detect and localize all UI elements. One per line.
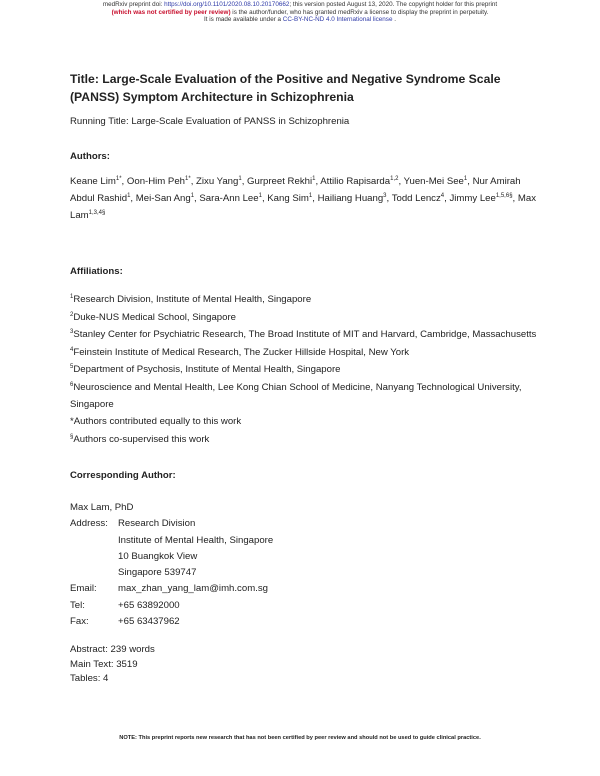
fax-row [70, 614, 540, 630]
affiliation-text: *Authors contributed equally to this work [70, 416, 242, 427]
author-affiliation-mark: 1 [258, 192, 262, 199]
author-affiliation-mark: 1,3,4§ [88, 209, 106, 216]
author-entry [127, 176, 196, 187]
word-counts [70, 643, 155, 687]
author-entry [267, 193, 317, 204]
author-name: Nur Amirah Abdul Rashid [70, 176, 521, 204]
running-title: Running Title: Large-Scale Evaluation of PANSS in Schizophrenia [70, 116, 350, 127]
address-value [118, 516, 540, 581]
author-separator: , [190, 176, 197, 187]
peer-review-warning: (which was not certified by peer review) [111, 8, 231, 16]
affiliation-mark: 2 [70, 311, 74, 318]
affiliation-mark: 1 [70, 293, 74, 300]
license-link[interactable]: CC-BY-NC-ND 4.0 International license [282, 16, 393, 24]
affiliation-item [70, 413, 540, 430]
affiliation-item [70, 361, 540, 378]
author-entry [247, 176, 320, 187]
author-affiliation-mark: 1* [115, 175, 122, 182]
author-name: Max Lam [70, 193, 536, 221]
affiliation-item [70, 431, 540, 448]
preprint-footer-note: NOTE: This preprint reports new research that has not been certified by peer review and should not be used to guide clinical practice. [119, 735, 481, 741]
author-entry [196, 176, 247, 187]
header-line-2: (which was not certified by peer review) is the author/funder, who has granted medRxiv a license to display the preprint in perpetuity. [111, 8, 489, 16]
author-affiliation-mark: 4 [440, 192, 445, 199]
affiliation-text: Feinstein Institute of Medical Research, The Zucker Hillside Hospital, New York [73, 346, 410, 358]
email-label: Email: [70, 583, 97, 595]
author-entry [199, 193, 267, 204]
email-value[interactable]: max_zhan_yang_lam@imh.com.sg [118, 583, 268, 595]
affiliations-heading: Affiliations: [70, 266, 123, 277]
affiliation-list [70, 291, 540, 448]
author-separator: , [467, 176, 473, 187]
tel-row [70, 598, 540, 614]
affiliation-mark: § [70, 433, 74, 440]
author-affiliation-mark: 1 [190, 192, 195, 199]
author-affiliation-mark: 1 [463, 175, 468, 182]
tables-count: Tables: 4 [70, 673, 109, 685]
author-entry [318, 193, 392, 204]
affiliation-item [70, 326, 540, 343]
affiliation-text: Stanley Center for Psychiatric Research, The Broad Institute of MIT and Harvard, Cambridge, Massachusetts [73, 329, 537, 340]
affiliation-mark: 6 [70, 381, 74, 388]
header-line-3: It is made available under a CC-BY-NC-ND 4.0 International license . [204, 16, 396, 24]
author-separator: , [312, 193, 318, 204]
tel-label: Tel: [70, 599, 85, 611]
author-affiliation-mark: 1 [308, 192, 313, 199]
author-name: Sara-Ann Lee [199, 193, 259, 204]
author-entry [136, 193, 200, 204]
affiliation-mark: 4 [70, 346, 74, 353]
author-separator: , [121, 176, 127, 187]
author-separator: , [315, 176, 321, 187]
affiliation-item [70, 309, 540, 326]
affiliation-item [70, 379, 540, 413]
author-name: Gurpreet Rekhi [247, 176, 313, 187]
author-entry [320, 176, 403, 187]
author-list [70, 173, 540, 224]
author-entry [70, 176, 127, 187]
main-text-count: Main Text: 3519 [70, 658, 138, 670]
fax-label: Fax: [70, 616, 89, 628]
affiliation-text: Department of Psychosis, Institute of Mental Health, Singapore [73, 364, 341, 375]
author-separator: , [444, 193, 450, 204]
preprint-header [0, 1, 600, 24]
corresponding-heading: Corresponding Author: [70, 470, 176, 481]
author-affiliation-mark: 1,5,6§ [495, 192, 513, 199]
paper-title: Title: Large-Scale Evaluation of the Positive and Negative Syndrome Scale (PANSS) Symptom Architecture in Schizophrenia [70, 72, 501, 104]
author-name: Zixu Yang [196, 176, 239, 187]
affiliation-mark: 3 [70, 328, 74, 335]
tel-value: +65 63892000 [118, 599, 180, 611]
authors-heading: Authors: [70, 151, 110, 162]
author-separator: , [512, 193, 518, 204]
corresponding-name: Max Lam, PhD [70, 502, 134, 513]
author-name: Jimmy Lee [449, 193, 496, 204]
affiliation-text: Research Division, Institute of Mental Health, Singapore [73, 294, 312, 305]
author-affiliation-mark: 1 [127, 192, 131, 199]
affiliation-item [70, 344, 540, 361]
address-line: Singapore 539747 [118, 567, 197, 579]
author-name: Mei-San Ang [135, 193, 191, 204]
affiliation-text: Authors co-supervised this work [73, 433, 210, 445]
affiliation-text: Neuroscience and Mental Health, Lee Kong Chian School of Medicine, Nanyang Technological University, Singapore [70, 381, 522, 410]
author-name: Todd Lencz [391, 193, 441, 204]
author-entry [449, 193, 517, 204]
author-name: Hailiang Huang [317, 193, 384, 204]
corresponding-author-block [70, 500, 540, 630]
address-line: Institute of Mental Health, Singapore [118, 534, 274, 546]
author-name: Oon-Him Peh [126, 176, 186, 187]
author-name: Kang Sim [267, 193, 309, 204]
doi-link[interactable]: https://doi.org/10.1101/2020.08.10.20170662 [164, 1, 290, 8]
author-separator: , [398, 176, 404, 187]
author-affiliation-mark: 1,2 [390, 175, 399, 182]
header-line-1: medRxiv preprint doi: https://doi.org/10.1101/2020.08.10.20170662; this version posted August 13, 2020. The copyright holder for this preprint [102, 1, 498, 8]
affiliation-item [70, 291, 540, 308]
affiliation-text: Duke-NUS Medical School, Singapore [73, 311, 236, 323]
author-name: Attilio Rapisarda [320, 176, 391, 187]
author-name: Yuen-Mei See [403, 176, 464, 187]
author-affiliation-mark: 3 [383, 192, 387, 199]
address-line: Research Division [118, 518, 196, 530]
author-separator: , [261, 193, 268, 204]
author-separator: , [241, 176, 248, 187]
abstract-count: Abstract: 239 words [70, 644, 155, 655]
author-affiliation-mark: 1* [185, 175, 191, 182]
address-label: Address: [70, 518, 108, 530]
author-entry [404, 176, 473, 187]
author-affiliation-mark: 1 [312, 175, 316, 182]
email-row [70, 581, 540, 597]
author-separator: , [130, 193, 136, 204]
address-line: 10 Buangkok View [118, 550, 198, 562]
author-separator: , [386, 193, 392, 204]
address-row [70, 516, 540, 581]
fax-value: +65 63437962 [118, 616, 180, 628]
author-entry [392, 193, 450, 204]
author-separator: , [194, 193, 200, 204]
author-name: Keane Lim [70, 176, 116, 187]
affiliation-mark: 5 [70, 363, 74, 370]
author-affiliation-mark: 1 [238, 175, 242, 182]
